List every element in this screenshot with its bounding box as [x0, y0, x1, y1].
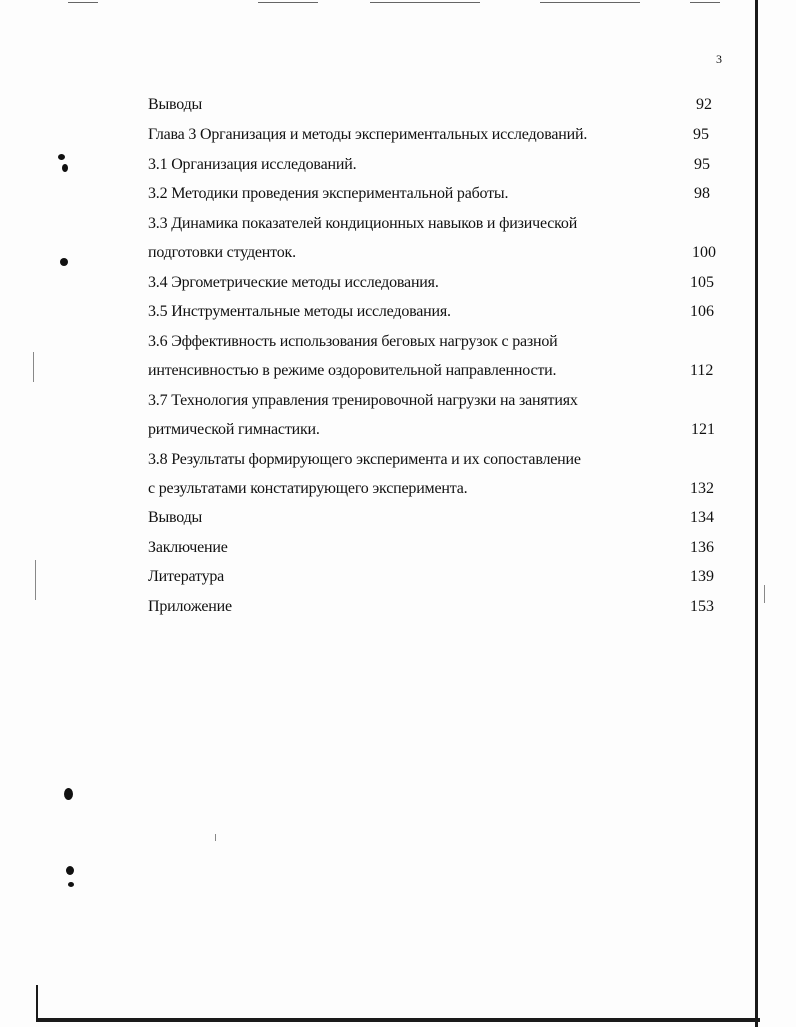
toc-entry-page: 92	[696, 96, 712, 113]
toc-entry-title: 3.3 Динамика показателей кондиционных навыков и физической	[148, 215, 578, 232]
toc-entry-page: 95	[693, 126, 709, 143]
scan-mark	[35, 560, 36, 600]
scan-mark	[764, 585, 765, 603]
scan-top-rule	[690, 2, 720, 3]
toc-entry-page: 132	[690, 480, 714, 497]
toc-entry-title: 3.5 Инструментальные методы исследования.	[148, 303, 451, 320]
toc-entry-title: Выводы	[148, 509, 203, 526]
scan-top-rule	[540, 2, 640, 3]
scan-bottom-edge	[36, 1018, 760, 1022]
toc-entry-title: Выводы	[148, 96, 203, 113]
toc-entry-page: 136	[690, 539, 714, 556]
scan-right-edge	[755, 0, 758, 1027]
toc-entry-page: 105	[690, 274, 714, 291]
ink-speck	[68, 882, 74, 887]
scan-left-edge	[36, 985, 38, 1022]
toc-entry-title: Глава 3 Организация и методы экспериментальных исследований.	[148, 126, 588, 143]
toc-entry-title: 3.6 Эффективность использования беговых нагрузок с разной	[148, 333, 558, 350]
toc-entry-title: 3.1 Организация исследований.	[148, 156, 357, 173]
ink-speck	[58, 154, 65, 160]
toc-entry-title: подготовки студенток.	[148, 244, 296, 261]
toc-entry-title: Литература	[148, 568, 225, 585]
toc-entry-title: 3.7 Технология управления тренировочной нагрузки на занятиях	[148, 392, 578, 409]
page-number: 3	[716, 52, 722, 66]
ink-speck	[66, 866, 74, 875]
toc-entry-title: 3.8 Результаты формирующего эксперимента и их сопоставление	[148, 451, 581, 468]
ink-speck	[60, 258, 68, 266]
scan-mark	[215, 834, 216, 841]
scan-mark	[33, 352, 34, 382]
toc-entry-page: 134	[690, 509, 714, 526]
scan-top-rule	[258, 2, 318, 3]
toc-entry-page: 121	[691, 421, 715, 438]
toc-entry-title: интенсивностью в режиме оздоровительной направленности.	[148, 362, 557, 379]
toc-entry-title: ритмической гимнастики.	[148, 421, 320, 438]
toc-entry-title: 3.2 Методики проведения экспериментальной работы.	[148, 185, 509, 202]
toc-entry-page: 95	[694, 156, 710, 173]
toc-entry-title: Приложение	[148, 598, 232, 615]
toc-entry-page: 98	[694, 185, 710, 202]
ink-speck	[64, 788, 73, 800]
scan-top-rule	[68, 2, 98, 3]
scan-top-rule	[370, 2, 480, 3]
toc-entry-title: с результатами констатирующего эксперимента.	[148, 480, 468, 497]
toc-entry-page: 100	[692, 244, 716, 261]
toc-entry-page: 106	[690, 303, 714, 320]
toc-entry-title: Заключение	[148, 539, 228, 556]
toc-entry-title: 3.4 Эргометрические методы исследования.	[148, 274, 439, 291]
toc-entry-page: 112	[690, 362, 714, 379]
toc-entry-page: 139	[690, 568, 714, 585]
ink-speck	[62, 164, 68, 172]
toc-entry-page: 153	[690, 598, 714, 615]
